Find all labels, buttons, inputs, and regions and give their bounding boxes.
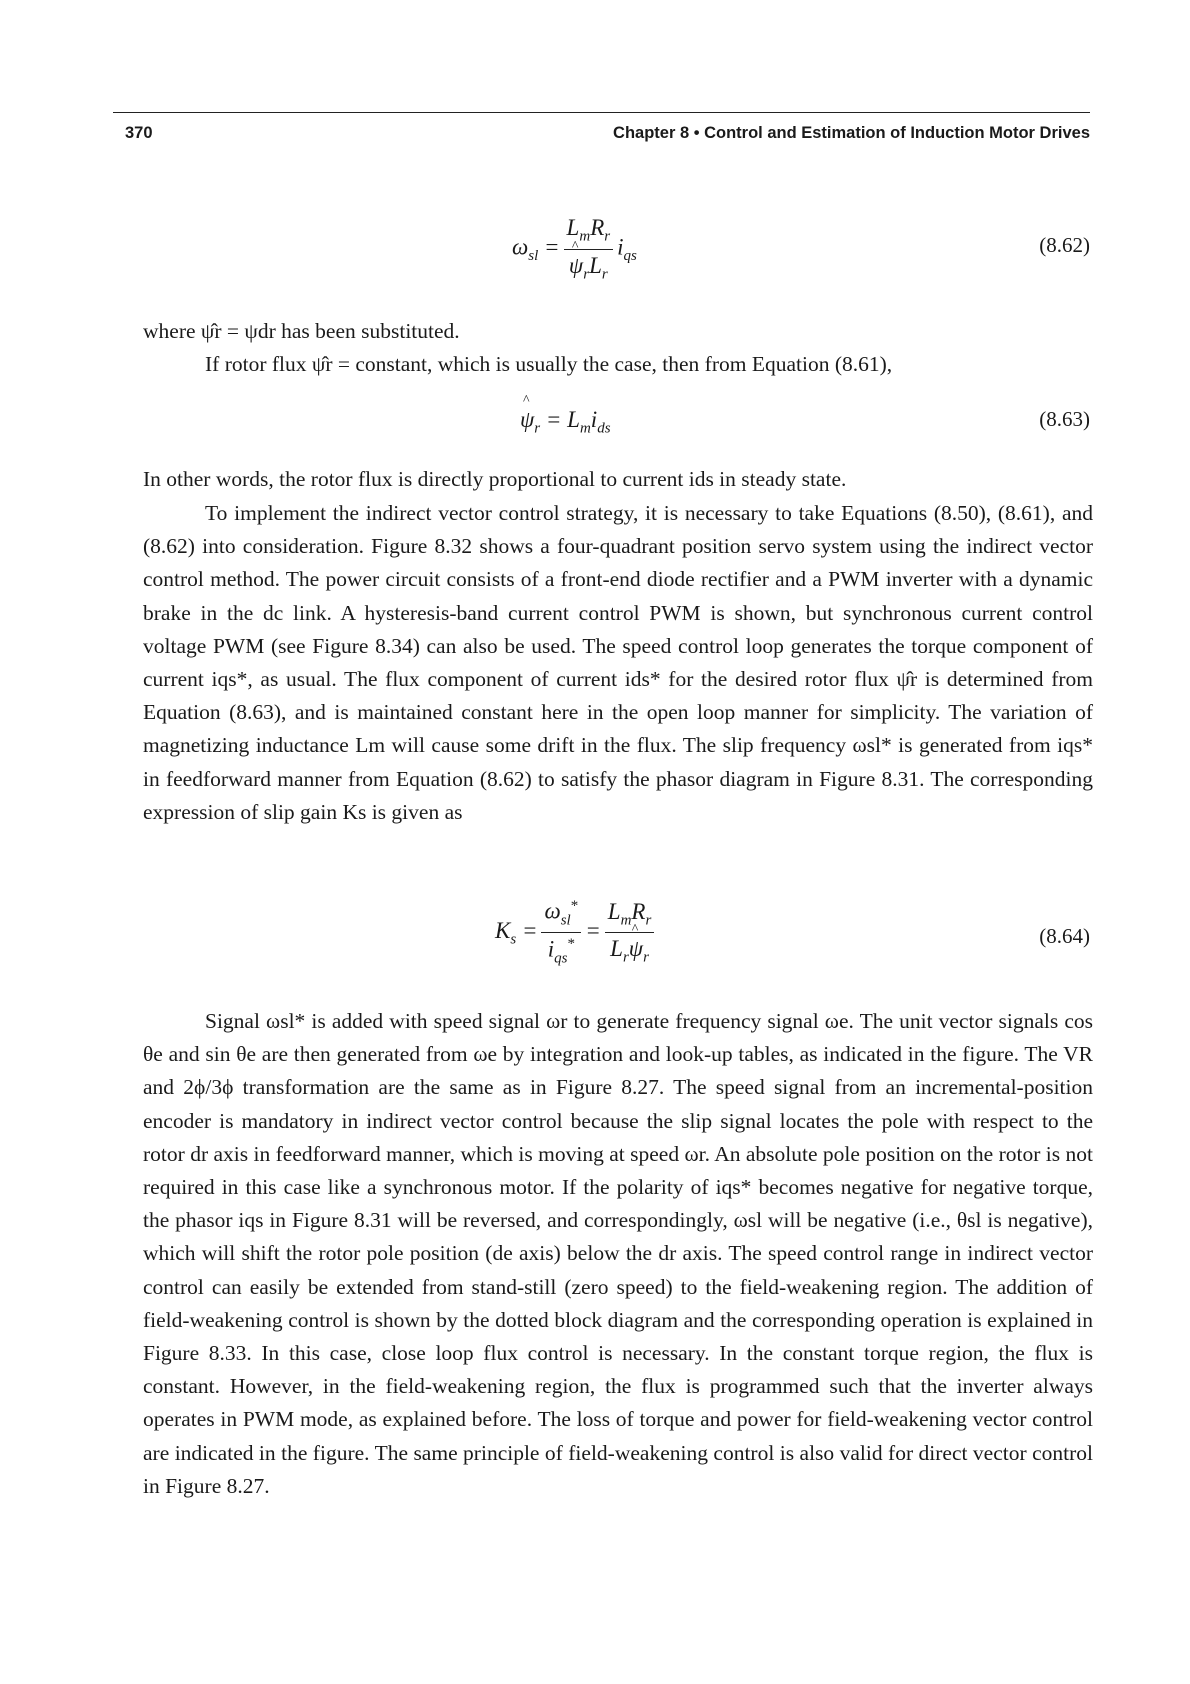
equation-8-64-expression: $K_s$ = $\frac{\omega_{sl}^*}{i_{qs}^*}$ = $\frac{L_mR_r}{L_r\^{} \psi_r}$ (495, 898, 658, 968)
equation-8-64 (0, 898, 1190, 998)
paragraph: To implement the indirect vector control strategy, it is necessary to take Equations (8.50), (8.61), and (8.62) into consideration. Figure 8.32 shows a four-quadrant position servo system using the indirect vector control method. The power circuit consists of a front-end diode rectifier and a PWM inverter with a dynamic brake in the dc link. A hysteresis-band current control PWM is shown, but synchronous current control voltage PWM (see Figure 8.34) can also be used. The speed control loop generates the torque component of current iqs*, as usual. The flux component of current ids* for the desired rotor flux ψ̂r is determined from Equation (8.63), and is maintained constant here in the open loop manner for simplicity. The variation of magnetizing inductance Lm will cause some drift in the flux. The slip frequency ωsl* is generated from iqs* in feedforward manner from Equation (8.62) to satisfy the phasor diagram in Figure 8.31. The corresponding expression of slip gain Ks is given as (143, 501, 1093, 824)
rotor-flux-line: If rotor flux ψ̂r = constant, which is usually the case, then from Equation (8.61), (205, 352, 893, 376)
equation-8-62 (0, 215, 1190, 315)
equation-8-62-expression: $\omega_{sl}$ = $L_mR_r$ ^ $\psi_rL_r$ $i_{qs}$ (512, 215, 637, 283)
paragraph: In other words, the rotor flux is directly proportional to current ids in steady state. (143, 467, 847, 491)
page-number: 370 (125, 124, 153, 142)
equation-number: (8.62) (1039, 233, 1090, 257)
header-rule (113, 112, 1090, 113)
equation-number: (8.64) (1039, 924, 1090, 948)
chapter-title: Chapter 8 • Control and Estimation of Induction Motor Drives (613, 124, 1090, 142)
where-line: where ψ̂r = ψdr has been substituted. (143, 319, 460, 343)
equation-8-63-expression: ^ $\psi_r = L_mi_{ds}$ (520, 407, 611, 438)
equation-number: (8.63) (1039, 407, 1090, 431)
paragraph: Signal ωsl* is added with speed signal ωr to generate frequency signal ωe. The unit vector signals cos θe and sin θe are then generated from ωe by integration and look-up tables, as indicated in the figure. The VR and 2ϕ/3ϕ transformation are the same as in Figure 8.27. The speed signal from an incremental-position encoder is mandatory in indirect vector control because the slip signal locates the pole with respect to the rotor dr axis in feedforward manner, which is moving at speed ωr. An absolute pole position on the rotor is not required in this case like a synchronous motor. If the polarity of iqs* becomes negative for negative torque, the phasor iqs in Figure 8.31 will be reversed, and correspondingly, ωsl will be negative (i.e., θsl is negative), which will shift the rotor pole position (de axis) below the dr axis. The speed control range in indirect vector control can easily be extended from stand-still (zero speed) to the field-weakening region. The addition of field-weakening control is shown by the dotted block diagram and the corresponding operation is explained in Figure 8.33. In this case, close loop flux control is necessary. In the constant torque region, the flux is constant. However, in the field-weakening region, the flux is programmed such that the inverter always operates in PWM mode, as explained before. The loss of torque and power for field-weakening vector control are indicated in the figure. The same principle of field-weakening control is also valid for direct vector control in Figure 8.27. (143, 1009, 1093, 1498)
